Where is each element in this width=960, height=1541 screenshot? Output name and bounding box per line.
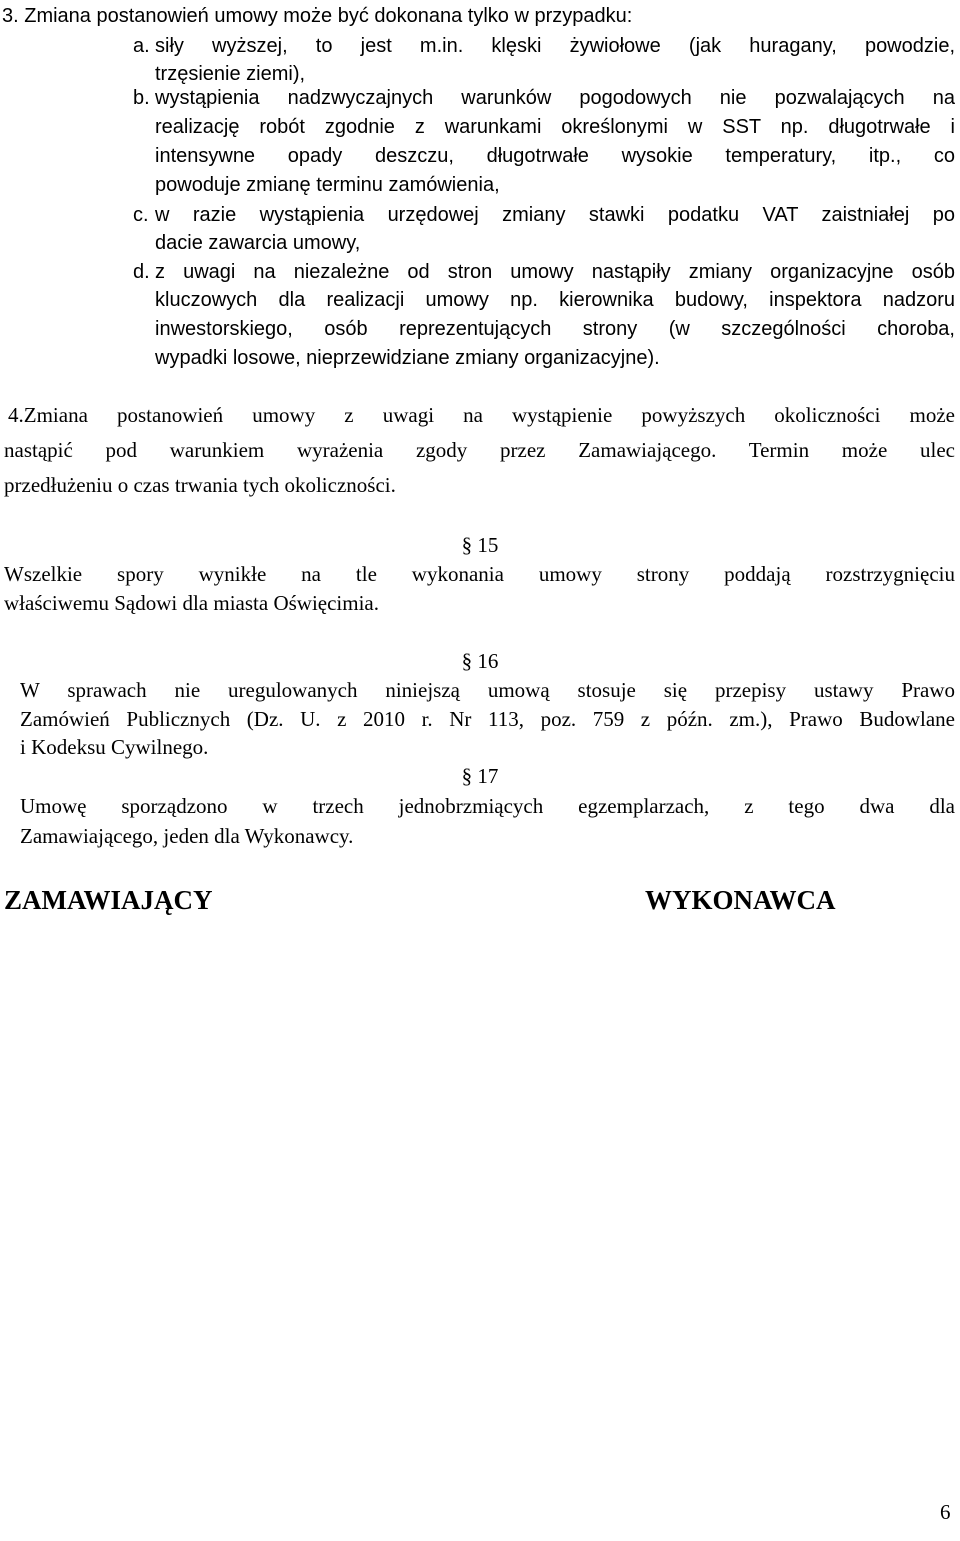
section3-title: 3. Zmiana postanowień umowy może być dokonana tylko w przypadku: (2, 5, 633, 27)
item-d-line3: inwestorskiego, osób reprezentujących strony (w szczególności choroba, (155, 318, 955, 340)
item-b-line4: powoduje zmianę terminu zamówienia, (155, 174, 500, 196)
item-c-line1: w razie wystąpienia urzędowej zmiany stawki podatku VAT zaistniałej po (155, 204, 955, 226)
section4-line2: nastąpić pod warunkiem wyrażenia zgody przez Zamawiającego. Termin może ulec (4, 438, 955, 462)
item-b-label: b. (133, 87, 150, 109)
paragraph-16-heading: § 16 (461, 649, 499, 673)
par17-line1: Umowę sporządzono w trzech jednobrzmiących egzemplarzach, z tego dwa dla (20, 794, 955, 818)
par16-line1: W sprawach nie uregulowanych niniejszą umową stosuje się przepisy ustawy Prawo (20, 678, 955, 702)
page-number: 6 (940, 1500, 951, 1524)
par16-line3: i Kodeksu Cywilnego. (20, 735, 209, 759)
item-c-label: c. (133, 204, 149, 226)
paragraph-17-heading: § 17 (461, 764, 499, 788)
par16-line2: Zamówień Publicznych (Dz. U. z 2010 r. Nr 113, poz. 759 z późn. zm.), Prawo Budowlane (20, 707, 955, 731)
paragraph-15-heading: § 15 (461, 533, 499, 557)
item-a-line2: trzęsienie ziemi), (155, 63, 306, 85)
item-d-line2: kluczowych dla realizacji umowy np. kierownika budowy, inspektora nadzoru (155, 289, 955, 311)
item-d-line4: wypadki losowe, nieprzewidziane zmiany organizacyjne). (155, 347, 660, 369)
par15-line2: właściwemu Sądowi dla miasta Oświęcimia. (4, 591, 379, 615)
item-d-line1: z uwagi na niezależne od stron umowy nastąpiły zmiany organizacyjne osób (155, 261, 955, 283)
item-d-label: d. (133, 261, 150, 283)
item-c-line2: dacie zawarcia umowy, (155, 232, 361, 254)
par15-line1: Wszelkie spory wynikłe na tle wykonania umowy strony poddają rozstrzygnięciu (4, 562, 955, 586)
item-b-line2: realizację robót zgodnie z warunkami określonymi w SST np. długotrwałe i (155, 116, 955, 138)
signature-right-label: WYKONAWCA (645, 885, 836, 915)
item-a-line1: siły wyższej, to jest m.in. klęski żywiołowe (jak huragany, powodzie, (155, 35, 955, 57)
section4-line1: 4.Zmiana postanowień umowy z uwagi na wystąpienie powyższych okoliczności może (8, 403, 955, 427)
par17-line2: Zamawiającego, jeden dla Wykonawcy. (20, 824, 354, 848)
item-b-line3: intensywne opady deszczu, długotrwałe wysokie temperatury, itp., co (155, 145, 955, 167)
item-b-line1: wystąpienia nadzwyczajnych warunków pogodowych nie pozwalających na (155, 87, 955, 109)
signature-left-label: ZAMAWIAJĄCY (4, 885, 213, 915)
item-a-label: a. (133, 35, 150, 57)
section4-line3: przedłużeniu o czas trwania tych okoliczności. (4, 473, 396, 497)
